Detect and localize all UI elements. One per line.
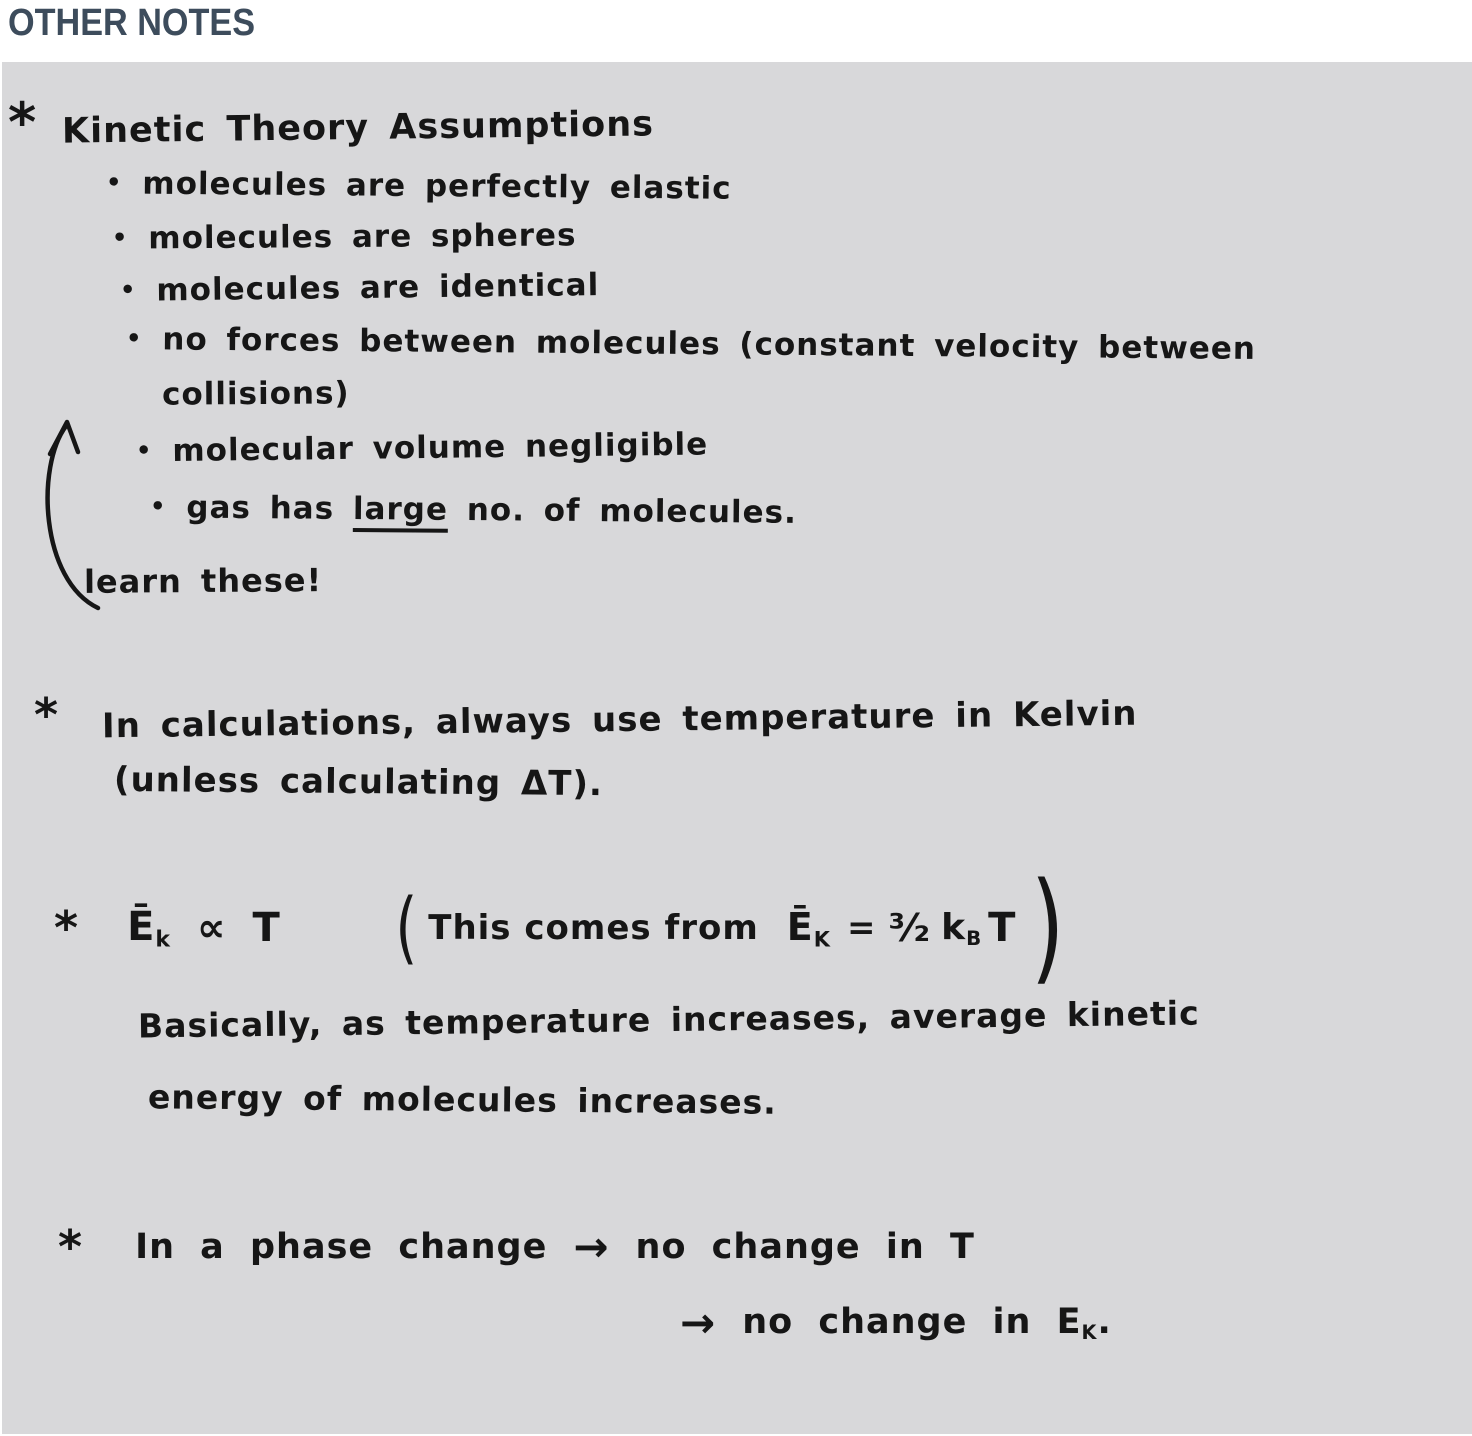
assumption-text: molecules are identical	[156, 267, 600, 309]
temperature-symbol: T	[252, 905, 281, 951]
notes-panel	[2, 62, 1472, 1434]
phase-change-line1	[58, 1219, 975, 1274]
assumption-item	[106, 165, 732, 206]
arrow-right-icon: →	[680, 1298, 717, 1347]
bullet-icon: •	[135, 436, 153, 465]
assumption-text: molecular volume negligible	[172, 426, 709, 470]
phase-change-line2	[680, 1298, 1112, 1347]
assumption-item	[136, 427, 709, 470]
boltzmann-constant-symbol: $k_B$	[941, 906, 983, 950]
arrow-right-icon: →	[573, 1222, 610, 1271]
bullet-icon: •	[119, 275, 137, 304]
phase-change-result1: no change in T	[635, 1226, 975, 1267]
temperature-symbol: T	[988, 905, 1017, 951]
asterisk-marker: *	[54, 901, 80, 955]
phase-change-result2: no change in $E_K$.	[742, 1301, 1112, 1344]
phase-change-intro: In a phase change	[135, 1226, 548, 1267]
bullet-icon: •	[111, 223, 129, 252]
assumption-item	[126, 321, 1256, 367]
assumption-item	[120, 267, 600, 309]
assumption-item	[150, 489, 797, 531]
assumption-text: molecules are perfectly elastic	[142, 165, 732, 207]
asterisk-marker: *	[58, 1219, 84, 1274]
asterisk-marker: *	[34, 688, 59, 742]
assumption-text-underlined: large	[353, 491, 448, 533]
formula-comment: This comes from	[428, 908, 759, 948]
three-halves-fraction: ³⁄₂	[888, 906, 932, 950]
assumption-text-pre: gas has	[186, 489, 354, 527]
kinetic-energy-explanation-line1: Basically, as temperature increases, average kinetic	[137, 993, 1200, 1046]
ek-bar-symbol: $Ē_k$	[127, 903, 172, 953]
ek-bar-symbol: $Ē_K$	[786, 904, 831, 952]
asterisk-marker: *	[8, 91, 37, 154]
assumption-text: molecules are spheres	[148, 217, 577, 257]
bullet-icon: •	[125, 324, 143, 353]
assumptions-heading: Kinetic Theory Assumptions	[61, 104, 655, 152]
kelvin-note-line2: (unless calculating ΔT).	[113, 759, 604, 805]
bullet-icon: •	[149, 492, 167, 521]
assumption-text-continuation: collisions)	[161, 375, 350, 413]
kinetic-energy-explanation-line2: energy of molecules increases.	[147, 1077, 777, 1122]
close-paren: )	[1031, 858, 1066, 997]
page-title: OTHER NOTES	[8, 2, 256, 44]
learn-these-annotation: learn these!	[83, 561, 323, 601]
proportional-symbol: ∝	[197, 905, 227, 951]
bullet-icon: •	[105, 168, 123, 197]
kelvin-note-line1: In calculations, always use temperature in Kelvin	[101, 693, 1138, 747]
assumption-text-post: no. of molecules.	[447, 491, 798, 531]
equals-symbol: =	[846, 908, 877, 948]
assumption-text: no forces between molecules (constant velocity between	[162, 321, 1257, 367]
assumption-item	[112, 217, 577, 256]
open-paren: (	[395, 882, 418, 973]
kinetic-energy-formula	[54, 858, 1072, 998]
